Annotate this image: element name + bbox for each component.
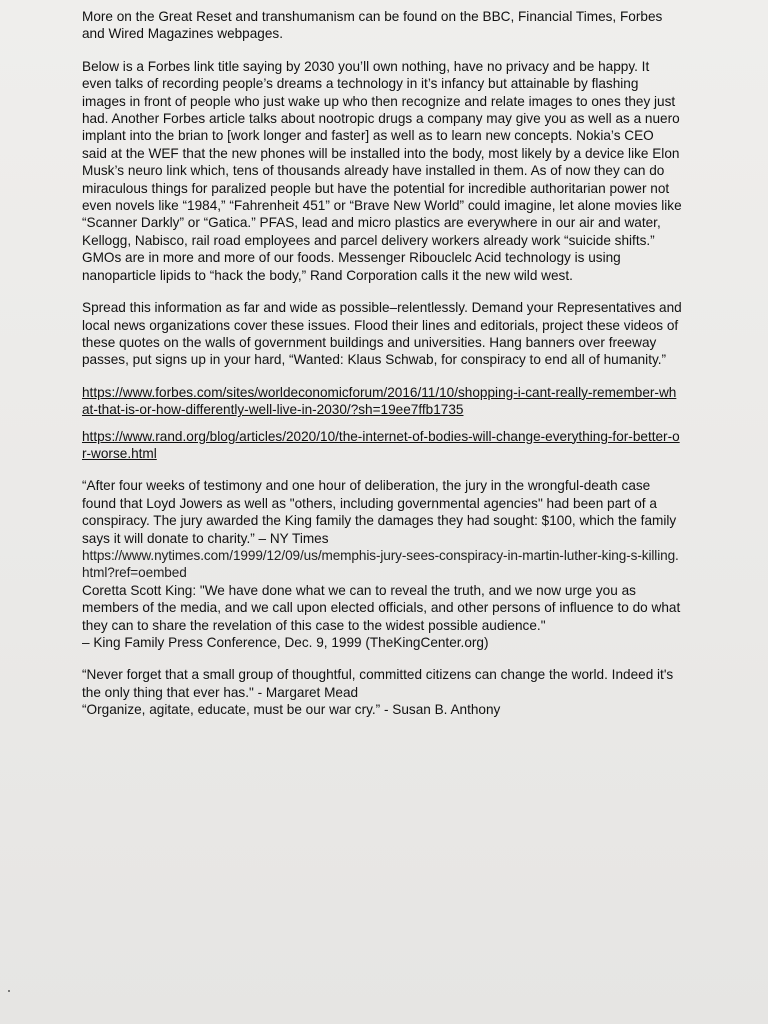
mead-quote: “Never forget that a small group of thoughtful, committed citizens can change the world. Indeed it's the only thing that ever has." - Margaret Mead <box>82 667 674 700</box>
forbes-link[interactable]: https://www.forbes.com/sites/worldeconomicforum/2016/11/10/shopping-i-cant-really-remember-what-that-is-or-how-differently-well-live-in-2030/?sh=19ee7ffb1735 <box>82 384 677 418</box>
forbes-paragraph: Below is a Forbes link title saying by 2030 you’ll own nothing, have no privacy and be happy. It even talks of recording people’s dreams a technology in it’s infancy but attainable by flashing images in front of people who just wake up who then recognize and relate images to ones they just had. Another Forbes article talks about nootropic drugs a company may give you as well as a nuero implant into the brian to [work longer and faster] as well as to learn new concepts. Nokia’s CEO said at the WEF that the new phones will be installed into the body, most likely by a device like Elon Musk’s neuro link which, tens of thousands already have installed in them. As of now they can do miraculous things for paralized people but have the potential for incredible authoritarian power not even novels like “1984,” “Fahrenheit 451” or “Brave New World” could imagine, let alone movies like “Scanner Darkly” or “Gatica.” PFAS, lead and micro plastics are everywhere in our air and water, Kellogg, Nabisco, rail road employees and parcel delivery workers already work “suicide shifts.” GMOs are in more and more of our foods. Messenger Ribouclelc Acid technology is using nanoparticle lipids to “hack the body,” Rand Corporation calls it the new wild west. <box>82 58 682 283</box>
king-source: – King Family Press Conference, Dec. 9, 1999 (TheKingCenter.org) <box>82 635 489 650</box>
nyt-url: https://www.nytimes.com/1999/12/09/us/memphis-jury-sees-conspiracy-in-martin-luther-king-s-killing.html?ref=oembed <box>82 547 679 581</box>
anthony-quote: “Organize, agitate, educate, must be our war cry.” - Susan B. Anthony <box>82 702 501 718</box>
king-quote: Coretta Scott King: "We have done what we can to reveal the truth, and we now urge you as members of the media, and we call upon elected officials, and other persons of influence to do what they can to share the revelation of this case to the widest possible audience." <box>82 582 681 633</box>
nyt-quote: “After four weeks of testimony and one hour of deliberation, the jury in the wrongful-death case found that Loyd Jowers as well as "others, including governmental agencies" had been part of a conspiracy. The jury awarded the King family the damages they had sought: $100, which the family says it will donate to charity.” – NY Times <box>82 478 677 546</box>
intro-paragraph: More on the Great Reset and transhumanism can be found on the BBC, Financial Times, Forbes and Wired Magazines webpages. <box>82 9 663 42</box>
scan-speck <box>8 990 10 992</box>
spread-paragraph: Spread this information as far and wide as possible–relentlessly. Demand your Representatives and local news organizations cover these issues. Flood their lines and editorials, project these videos of these quotes on the walls of government buildings and universities. Hang banners over freeway passes, put signs up in your hard, “Wanted: Klaus Schwab, for conspiracy to end all of humanity.” <box>82 300 682 368</box>
rand-link[interactable]: https://www.rand.org/blog/articles/2020/10/the-internet-of-bodies-will-change-everything-for-better-or-worse.html <box>82 428 680 461</box>
document-body <box>82 8 682 719</box>
